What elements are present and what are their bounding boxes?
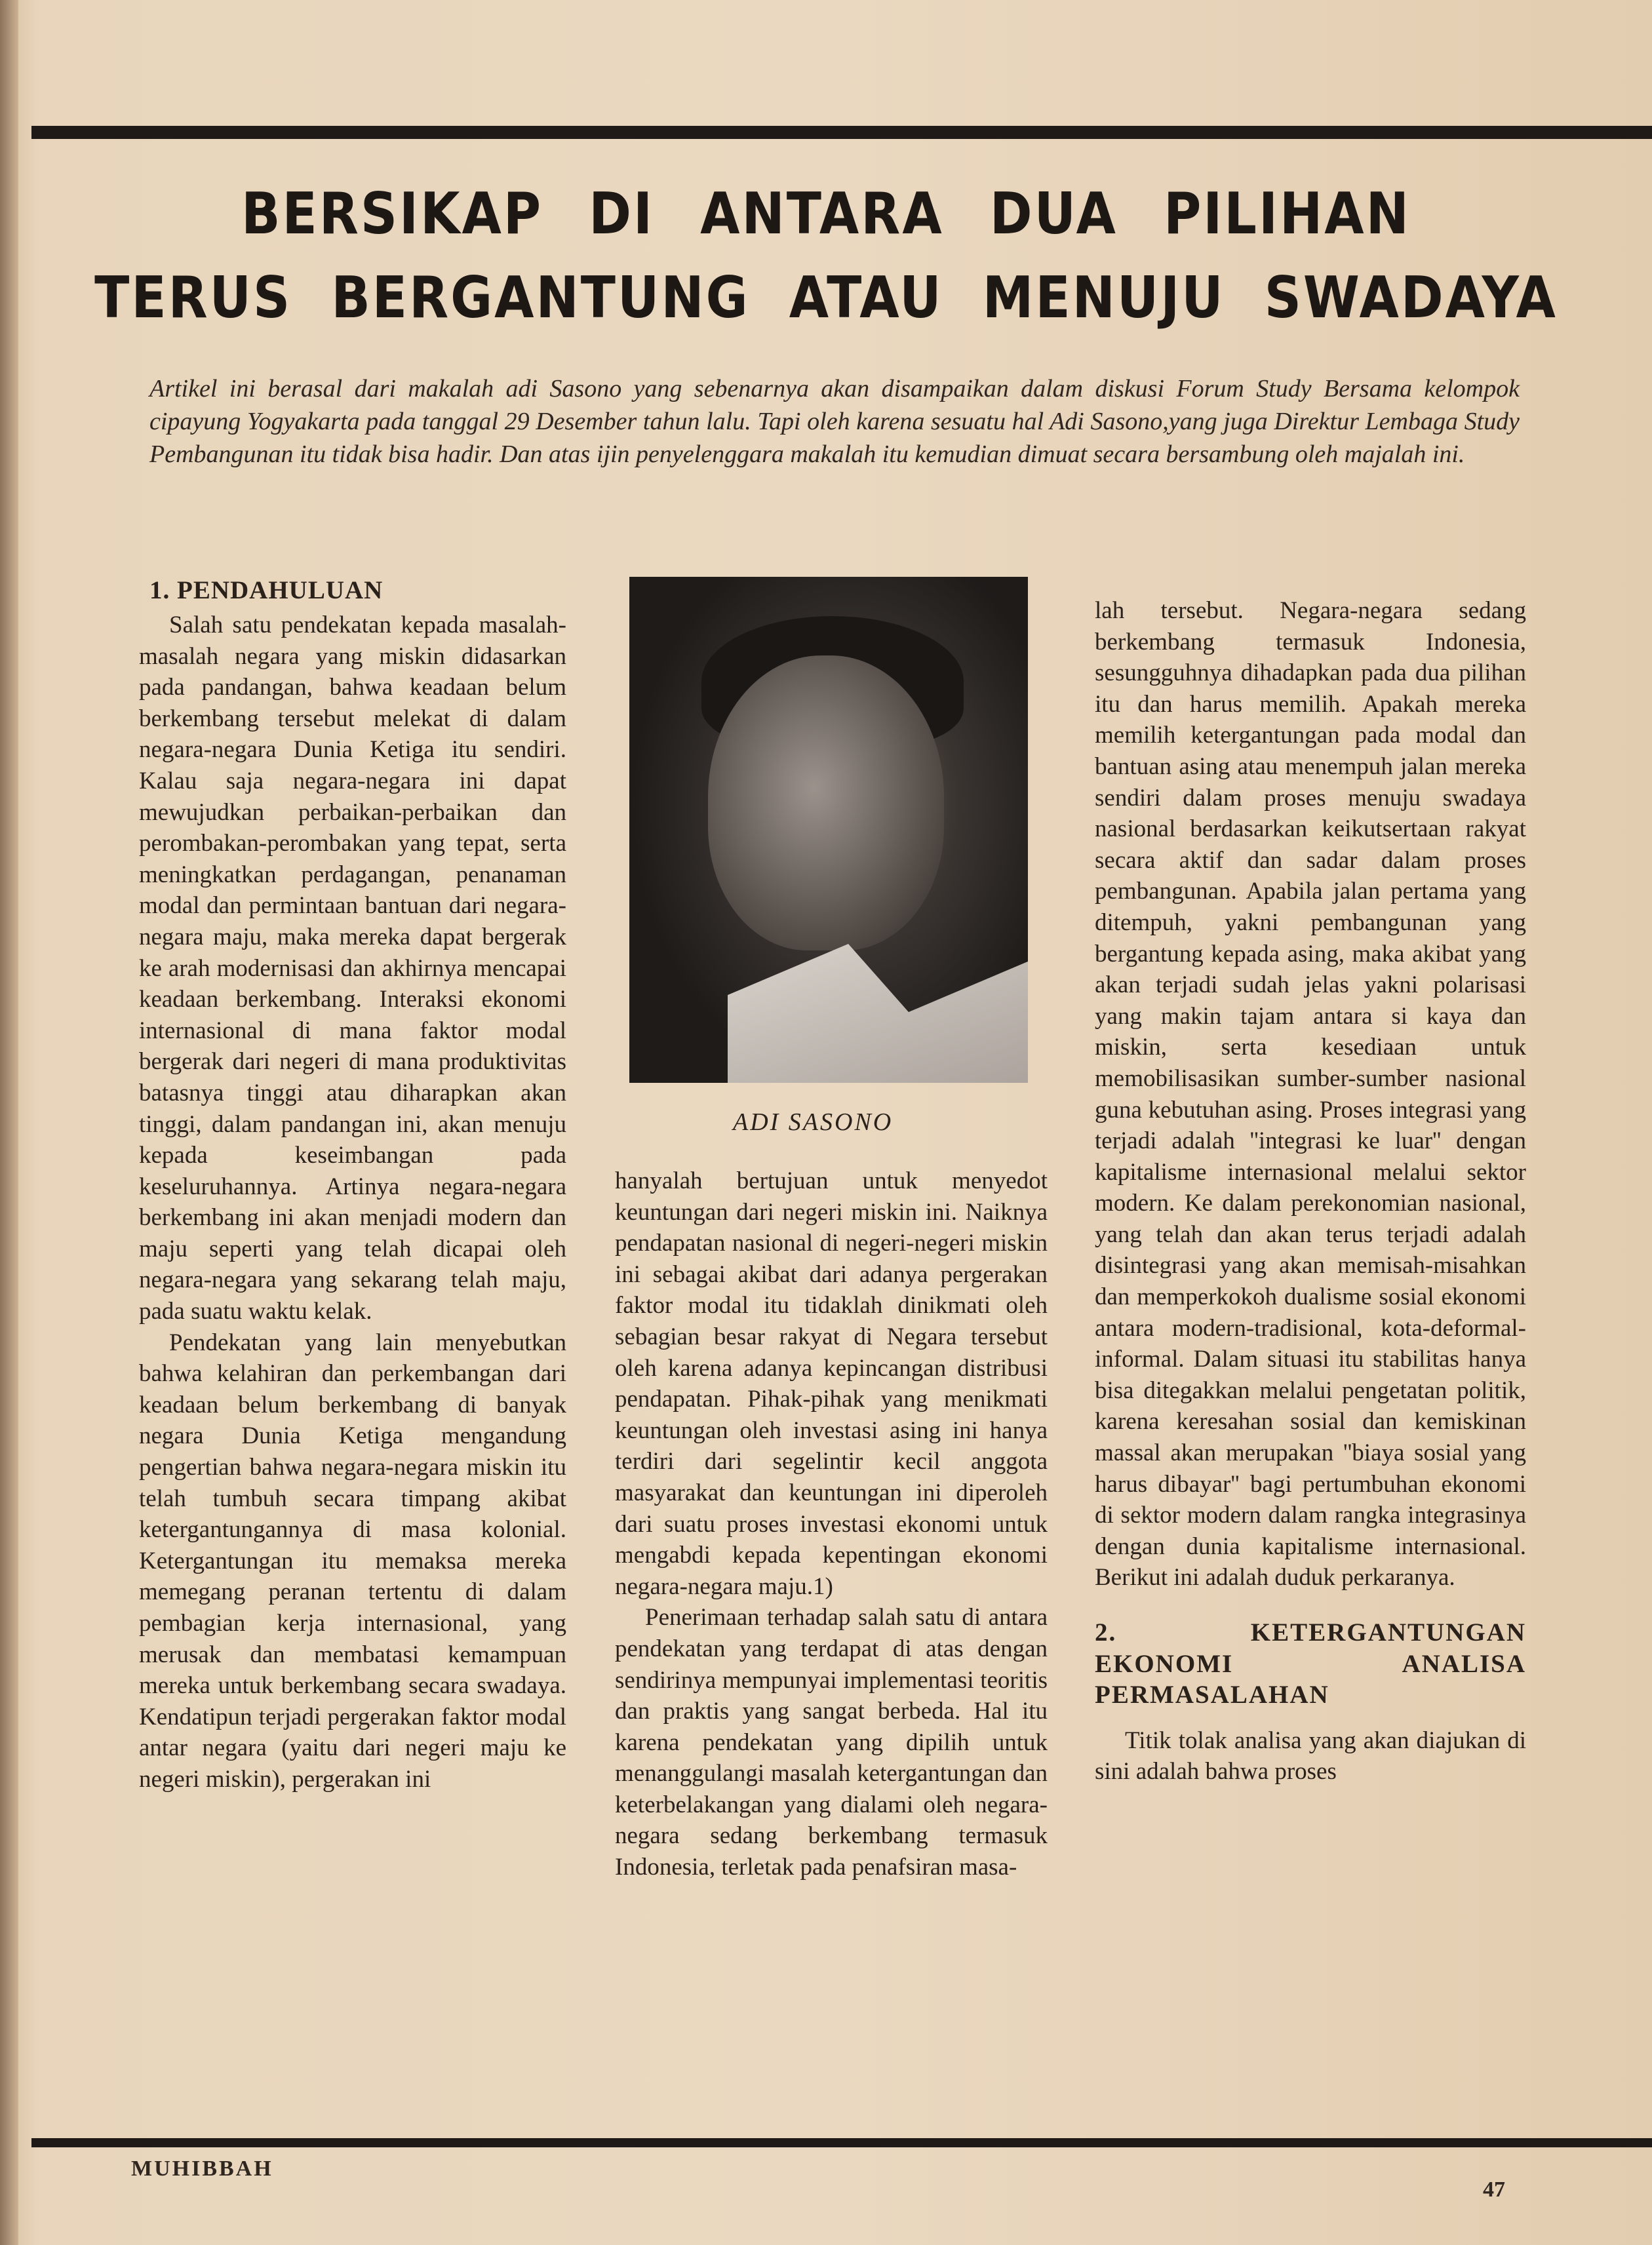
- page-number: 47: [1483, 2177, 1505, 2202]
- paragraph: lah tersebut. Negara-negara sedang berkembang termasuk Indonesia, sesungguhnya dihadapkan pada dua pilihan itu dan harus memilih. Apakah mereka memilih ketergantungan pada modal dan bantuan asing atau menempuh jalan mereka sendiri dalam proses menuju swadaya nasional berdasarkan keikutsertaan rakyat secara aktif dan sadar dalam proses pembangunan. Apabila jalan pertama yang ditempuh, yakni pembangunan yang bergantung kepada asing, maka akibat yang akan terjadi sudah jelas yakni polarisasi yang makin tajam antara si kaya dan miskin, serta kesediaan untuk memobilisasikan sumber-sumber nasional guna kebutuhan asing. Proses integrasi yang terjadi adalah ''integrasi ke luar'' dengan kapitalisme internasional melalui sektor modern. Ke dalam perekonomian nasional, yang telah dan akan terus terjadi adalah disintegrasi yang akan memisah-misahkan dan memperkokoh dualisme sosial ekonomi antara modern-tradisional, kota-deformal-informal. Dalam situasi itu stabilitas hanya bisa ditegakkan melalui pengetatan politik, karena keresahan sosial dan kemiskinan massal akan merupakan ''biaya sosial yang harus dibayar'' bagi pertumbuhan ekonomi di sektor modern dalam rangka integrasinya dengan dunia kapitalisme internasional. Berikut ini adalah duduk perkaranya.: [1095, 597, 1526, 1591]
- paragraph: hanyalah bertujuan untuk menyedot keuntungan dari negeri miskin ini. Naiknya pendapatan nasional di negeri-negeri miskin ini sebagai akibat dari adanya pergerakan faktor modal itu tidaklah dinikmati oleh sebagian besar rakyat di Negara tersebut oleh karena adanya kepincangan distribusi pendapatan. Pihak-pihak yang menikmati keuntungan oleh investasi asing ini hanya terdiri dari segelintir kecil anggota masyarakat dan keuntungan ini diperoleh dari suatu proses investasi ekonomi untuk mengabdi kepada kepentingan ekonomi negara-negara maju.1): [615, 1167, 1048, 1600]
- article-intro: Artikel ini berasal dari makalah adi Sasono yang sebenarnya akan disampaikan dalam diskusi Forum Study Bersama kelompok cipayung Yogyakarta pada tanggal 29 Desember tahun lalu. Tapi oleh karena sesuatu hal Adi Sasono,yang juga Direktur Lembaga Study Pembangunan itu tidak bisa hadir. Dan atas ijin penyelenggara makalah itu kemudian dimuat secara bersambung oleh majalah ini.: [149, 375, 1520, 468]
- article-title-line-1: BERSIKAP DI ANTARA DUA PILIHAN: [241, 181, 1411, 248]
- column-3: [1095, 595, 1526, 1787]
- photo-caption: ADI SASONO: [733, 1108, 894, 1136]
- author-photo: [629, 577, 1028, 1083]
- paragraph: Salah satu pendekatan kepada masalah-masalah negara yang miskin didasarkan pada pandangan, bahwa keadaan belum berkembang tersebut melekat di dalam negara-negara Dunia Ketiga itu sendiri. Kalau saja negara-negara ini dapat mewujudkan perbaikan-perbaikan dan perombakan-perombakan yang tepat, serta meningkatkan perdagangan, penanaman modal dan permintaan bantuan dari negara-negara maju, maka mereka dapat bergerak ke arah modernisasi dan akhirnya mencapai keadaan berkembang. Interaksi ekonomi internasional di mana faktor modal bergerak dari negeri di mana produktivitas batasnya tinggi atau diharapkan akan tinggi, dalam pandangan ini, akan menuju kepada keseimbangan pada keseluruhannya. Artinya negara-negara berkembang ini akan menjadi modern dan maju seperti yang telah dicapai oleh negara-negara yang sekarang telah maju, pada suatu waktu kelak.: [139, 612, 566, 1325]
- paragraph: Titik tolak analisa yang akan diajukan di sini adalah bahwa proses: [1095, 1727, 1526, 1786]
- photo-face-shape: [708, 655, 944, 950]
- magazine-name: MUHIBBAH: [131, 2157, 273, 2181]
- page-spine-shadow: [0, 0, 18, 2245]
- top-rule: [31, 126, 1652, 139]
- column-2: [615, 1165, 1048, 1883]
- photo-collar-shape: [728, 944, 1028, 1083]
- section-heading-1: 1. PENDAHULUAN: [149, 576, 384, 604]
- paragraph: Penerimaan terhadap salah satu di antara pendekatan yang terdapat di atas dengan sendirinya mempunyai implementasi teoritis dan praktis yang sangat berbeda. Hal itu karena pendekatan yang dipilih untuk menanggulangi masalah ketergantungan dan keterbelakangan yang dialami oleh negara-negara sedang berkembang termasuk Indonesia, terletak pada penafsiran masa-: [615, 1604, 1048, 1881]
- article-title-line-2: TERUS BERGANTUNG ATAU MENUJU SWADAYA: [94, 265, 1558, 332]
- bottom-rule: [31, 2138, 1652, 2147]
- column-1: [139, 610, 566, 1795]
- paragraph: Pendekatan yang lain menyebutkan bahwa kelahiran dan perkembangan dari keadaan belum berkembang di banyak negara Dunia Ketiga mengandung pengertian bahwa negara-negara miskin itu telah tumbuh secara timpang akibat ketergantungannya di masa kolonial. Ketergantungan itu memaksa mereka memegang peranan tertentu di dalam pembagian kerja internasional, yang merusak dan membatasi kemampuan mereka untuk berkembang secara swadaya. Kendatipun terjadi pergerakan faktor modal antar negara (yaitu dari negeri maju ke negeri miskin), pergerakan ini: [139, 1329, 566, 1793]
- section-heading-2: 2. KETERGANTUNGAN EKONOMI ANALISA PERMASALAHAN: [1095, 1618, 1526, 1709]
